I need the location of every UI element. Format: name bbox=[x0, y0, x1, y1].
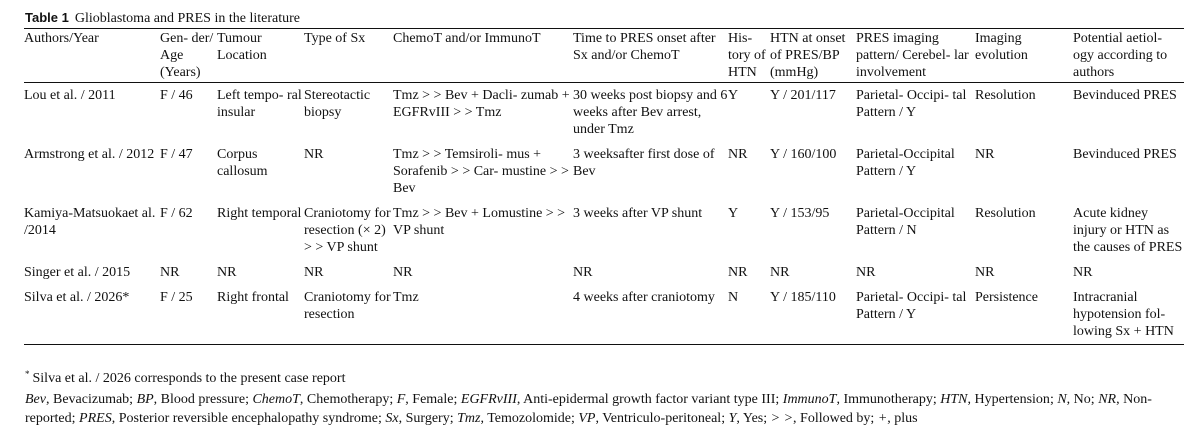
table-caption: Glioblastoma and PRES in the literature bbox=[74, 11, 300, 26]
table-cell: Parietal-Occipital Pattern / Y bbox=[856, 147, 955, 179]
table-row bbox=[24, 260, 1184, 285]
column-header: Potential aetiol- ogy according to authors bbox=[1073, 31, 1168, 80]
table-cell: Craniotomy for resection bbox=[304, 290, 391, 322]
table-cell: 3 weeksafter first dose of Bev bbox=[573, 147, 715, 179]
table-title bbox=[25, 9, 300, 27]
column-header: ChemoT and/or ImmunoT bbox=[393, 31, 541, 46]
abbrev-definition: Anti-epidermal growth factor variant type III bbox=[523, 392, 776, 407]
table-cell: NR bbox=[573, 265, 593, 280]
column-header: HTN at onset of PRES/BP (mmHg) bbox=[770, 31, 846, 80]
table-cell: Tmz bbox=[393, 290, 419, 305]
header-row bbox=[24, 29, 1184, 83]
abbrev-term: Sx bbox=[385, 411, 399, 426]
abbrev-term: Tmz bbox=[457, 411, 481, 426]
abbrev-term: ChemoT bbox=[252, 392, 300, 407]
table-cell: Resolution bbox=[975, 206, 1036, 221]
column-header: Imaging evolution bbox=[975, 31, 1028, 63]
table-cell: Bevinduced PRES bbox=[1073, 88, 1177, 103]
abbrev-definition: Immunotherapy bbox=[843, 392, 933, 407]
table-cell: NR bbox=[728, 265, 748, 280]
column-header: Time to PRES onset after Sx and/or ChemoT bbox=[573, 31, 716, 63]
table-cell: Right frontal bbox=[217, 290, 289, 305]
table-cell: Intracranial hypotension fol- lowing Sx + HTN bbox=[1073, 290, 1174, 339]
table-cell: F / 25 bbox=[160, 290, 193, 305]
abbrev-definition: Yes bbox=[742, 411, 764, 426]
abbreviations-note: Bev, Bevacizumab; BP, Blood pressure; ChemoT, Chemotherapy; F, Female; EGFRvIII, Anti-epidermal growth factor variant type III; ImmunoT, Immunotherapy; HTN, Hypertension; N, No; NR, Non-reported; PRES, Posterior reversible encephalopathy syndrome; Sx, Surgery; Tmz, Temozolomide; VP, Ventriculo-peritoneal; Y, Yes; > >, Followed by; +, plus bbox=[25, 392, 1152, 426]
column-header: Type of Sx bbox=[304, 31, 366, 46]
table-cell: Corpus callosum bbox=[217, 147, 268, 179]
table-cell: Y / 153/95 bbox=[770, 206, 830, 221]
table-label: Table 1 bbox=[25, 10, 69, 25]
abbrev-term: F bbox=[396, 392, 406, 407]
table-cell: Lou et al. / 2011 bbox=[24, 88, 116, 103]
abbrev-definition: Female bbox=[412, 392, 454, 407]
table-cell: Acute kidney injury or HTN as the causes of PRES bbox=[1073, 206, 1183, 255]
table-cell: Y bbox=[728, 206, 739, 221]
abbrev-definition: No bbox=[1073, 392, 1091, 407]
table-footnote bbox=[25, 366, 345, 387]
table-cell: Left tempo- ral insular bbox=[217, 88, 302, 120]
table-cell: Y / 201/117 bbox=[770, 88, 836, 103]
table-cell: Tmz > > Temsiroli- mus + Sorafenib > > Car- mustine > > Bev bbox=[393, 147, 569, 196]
table-cell: NR bbox=[160, 265, 180, 280]
abbrev-term: > > bbox=[770, 411, 794, 426]
table-cell: NR bbox=[770, 265, 790, 280]
column-header: PRES imaging pattern/ Cerebel- lar involvement bbox=[856, 31, 969, 80]
table-cell: NR bbox=[728, 147, 748, 162]
table-cell: Parietal- Occipi- tal Pattern / Y bbox=[856, 290, 967, 322]
table-cell: Y bbox=[728, 88, 739, 103]
table-cell: N bbox=[728, 290, 739, 305]
table-cell: Tmz > > Bev + Lomustine > > VP shunt bbox=[393, 206, 566, 238]
table-cell: Resolution bbox=[975, 88, 1036, 103]
abbrev-term: Y bbox=[728, 411, 737, 426]
table-cell: F / 46 bbox=[160, 88, 193, 103]
abbrev-term: NR bbox=[1098, 392, 1117, 407]
table-body bbox=[24, 83, 1184, 345]
abbrev-term: VP bbox=[578, 411, 596, 426]
table-cell: Singer et al. / 2015 bbox=[24, 265, 131, 280]
column-header: Tumour Location bbox=[217, 31, 267, 63]
table-cell: Armstrong et al. / 2012 bbox=[24, 147, 155, 162]
table-cell: F / 62 bbox=[160, 206, 193, 221]
table-cell: 4 weeks after craniotomy bbox=[573, 290, 715, 305]
abbrev-definition: Blood pressure bbox=[160, 392, 246, 407]
literature-table bbox=[24, 28, 1184, 345]
column-header: Gen- der/ Age (Years) bbox=[160, 31, 214, 80]
abbrev-term: + bbox=[877, 411, 888, 426]
table-cell: NR bbox=[856, 265, 876, 280]
table-cell: Stereotactic biopsy bbox=[304, 88, 371, 120]
table-cell: Silva et al. / 2026* bbox=[24, 290, 130, 305]
abbrev-definition: Surgery bbox=[405, 411, 450, 426]
footnote-marker: * bbox=[25, 369, 30, 379]
table-cell: Parietal-Occipital Pattern / N bbox=[856, 206, 955, 238]
table-cell: Y / 185/110 bbox=[770, 290, 836, 305]
table-cell: F / 47 bbox=[160, 147, 193, 162]
table-cell: Kamiya-Matsuokaet al. /2014 bbox=[24, 206, 156, 238]
table-cell: NR bbox=[304, 147, 324, 162]
abbrev-term: EGFRvIII bbox=[460, 392, 517, 407]
table-cell: NR bbox=[1073, 265, 1093, 280]
table-cell: Persistence bbox=[975, 290, 1038, 305]
column-header: Authors/Year bbox=[24, 31, 99, 46]
footnote-text: Silva et al. / 2026 corresponds to the present case report bbox=[32, 371, 346, 386]
table-row bbox=[24, 83, 1184, 143]
abbrev-definition: Posterior reversible encephalopathy syndrome bbox=[118, 411, 379, 426]
abbrev-definition: Bevacizumab bbox=[52, 392, 130, 407]
table-cell: NR bbox=[975, 147, 995, 162]
table-row bbox=[24, 285, 1184, 345]
table-row bbox=[24, 201, 1184, 260]
abbrev-definition: Chemotherapy bbox=[306, 392, 390, 407]
abbrev-definition: Ventriculo-peritoneal bbox=[602, 411, 722, 426]
abbrev-definition: Followed by bbox=[800, 411, 871, 426]
abbrev-definition: Non-reported bbox=[25, 392, 1152, 426]
table-cell: 30 weeks post biopsy and 6 weeks after Bev arrest, under Tmz bbox=[573, 88, 728, 137]
table-cell: Y / 160/100 bbox=[770, 147, 837, 162]
abbrev-definition: Temozolomide bbox=[487, 411, 571, 426]
abbrev-definition: plus bbox=[894, 411, 918, 426]
table-row bbox=[24, 142, 1184, 201]
column-header: His- tory of HTN bbox=[728, 31, 766, 80]
table-cell: NR bbox=[975, 265, 995, 280]
abbrev-term: HTN bbox=[940, 392, 968, 407]
abbrev-term: N bbox=[1057, 392, 1067, 407]
table-cell: Tmz > > Bev + Dacli- zumab + EGFRvIII > > Tmz bbox=[393, 88, 570, 120]
table-cell: Parietal- Occipi- tal Pattern / Y bbox=[856, 88, 967, 120]
table-cell: Right temporal bbox=[217, 206, 302, 221]
abbrev-definition: Hypertension bbox=[974, 392, 1050, 407]
abbrev-term: Bev bbox=[25, 392, 46, 407]
abbrev-term: BP bbox=[136, 392, 154, 407]
table-cell: Craniotomy for resection (× 2) > > VP shunt bbox=[304, 206, 391, 255]
abbrev-term: PRES bbox=[79, 411, 112, 426]
table-cell: 3 weeks after VP shunt bbox=[573, 206, 703, 221]
table-cell: Bevinduced PRES bbox=[1073, 147, 1177, 162]
table-cell: NR bbox=[393, 265, 413, 280]
table-cell: NR bbox=[217, 265, 237, 280]
abbrev-term: ImmunoT bbox=[782, 392, 837, 407]
table-cell: NR bbox=[304, 265, 324, 280]
